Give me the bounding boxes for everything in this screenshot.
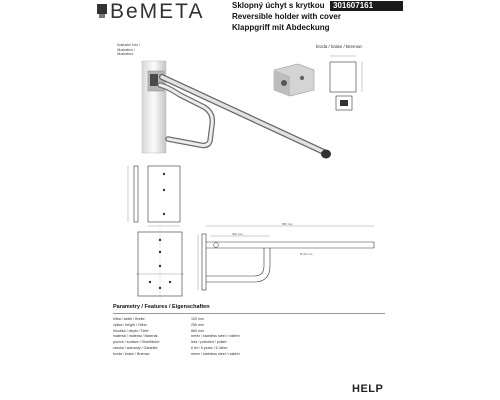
brand-logo: BeMETA: [110, 0, 205, 23]
product-code: 301607161: [330, 1, 403, 11]
parameters-labels: [113, 317, 160, 358]
illustration-label-line: Illustration /: [117, 47, 135, 52]
tube-dia-label: Ø 32 mm: [300, 252, 313, 256]
mount-hole-icon: [169, 281, 171, 283]
title-de: Klappgriff mit Abdeckung: [232, 23, 330, 32]
brake-drawing: [326, 52, 368, 114]
param-label: hloubka / depth / Tiefe:: [113, 328, 150, 333]
mount-hole-icon: [163, 213, 165, 215]
brake-label: brzda / brake / Bremse:: [316, 44, 363, 49]
drawing-loop-outer: [206, 248, 264, 276]
mount-hole-icon: [159, 239, 161, 241]
mount-hole-icon: [159, 251, 161, 253]
illustration-label-line: Illustration:: [117, 52, 134, 56]
help-footer: HELP: [352, 383, 384, 395]
param-value: 860 mm: [191, 328, 204, 333]
mount-hole-icon: [163, 173, 165, 175]
brake-screw-icon: [281, 80, 287, 86]
plate-side-outline: [134, 166, 138, 222]
plate-drawing-bottom: [132, 226, 188, 302]
illustration-label-line: Ilustrační foto /: [117, 43, 140, 47]
brake-outline: [330, 62, 356, 92]
parameters-divider: [113, 313, 385, 314]
drawing-loop-inner: [206, 248, 270, 282]
param-label: brzda / brake / Bremse:: [113, 351, 151, 356]
param-label: povrch / surface / Oberfläche:: [113, 340, 161, 345]
dim-inner-label: 300 mm: [232, 232, 243, 236]
logo-mark-icon: [97, 4, 107, 14]
illustration-label: [117, 43, 140, 57]
parameters-values: [191, 317, 240, 358]
param-label: materiál / material / Material:: [113, 334, 159, 339]
plate-drawing-top: [120, 160, 190, 230]
parameters-title: Parametry / Features / Eigenschaften: [113, 304, 210, 310]
hinge-slot: [150, 74, 158, 86]
mount-hole-icon: [149, 281, 151, 283]
dim-total-label: 860 mm: [282, 222, 293, 226]
param-value: nerez / stainless steel / rostfrei: [191, 351, 240, 356]
param-value: nerez / stainless steel / rostfrei: [191, 334, 240, 339]
param-value: 6 let / 6 years / 6 Jahre: [191, 345, 228, 350]
param-label: šířka / width / Breite:: [113, 317, 146, 321]
param-value: 100 mm: [191, 317, 204, 321]
param-value: 250 mm: [191, 322, 204, 327]
param-label: záruka / warranty / Garantie:: [113, 345, 159, 350]
title-en: Reversible holder with cover: [232, 12, 341, 21]
drawing-plate: [202, 234, 206, 290]
grab-bar-drawing: [196, 222, 380, 294]
hinge-pin-icon: [214, 243, 219, 248]
mount-hole-icon: [163, 189, 165, 191]
end-cap: [321, 150, 331, 159]
mount-hole-icon: [159, 265, 161, 267]
title-cz: Sklopný úchyt s krytkou: [232, 1, 325, 10]
mount-hole-icon: [159, 287, 161, 289]
param-label: výška / height / Höhe:: [113, 322, 148, 327]
brake-plan-core: [340, 100, 348, 106]
param-value: lesk / polished / poliert: [191, 340, 227, 345]
brake-screw-icon: [300, 76, 304, 80]
logo-mark-accent: [99, 14, 105, 18]
brake-photo: [268, 60, 320, 100]
